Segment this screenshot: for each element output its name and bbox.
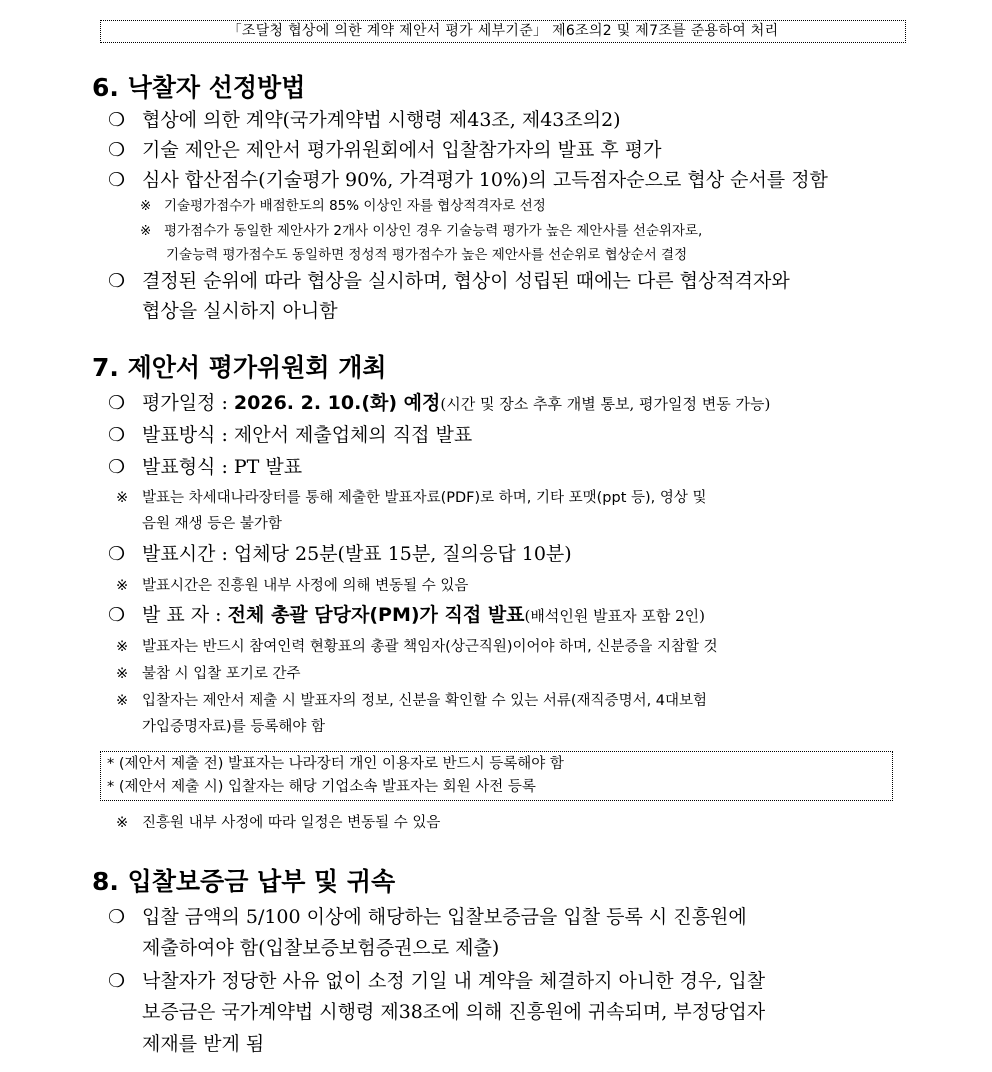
reference-note-box: 「조달청 협상에 의한 계약 제안서 평가 세부기준」 제6조의2 및 제7조를 준용하여 처리 (100, 20, 906, 43)
s7-time-text: 발표시간 : 업체당 25분(발표 15분, 질의응답 10분) (142, 543, 572, 565)
s7-format-note-text: 발표는 차세대나라장터를 통해 제출한 발표자료(PDF)로 하며, 기타 포맷(ppt 등), 영상 및 (142, 490, 707, 506)
bullet-icon: ❍ (108, 604, 126, 626)
s7-presenter-note-1 (116, 636, 718, 658)
s8-item-2-cont-1: 보증금은 국가계약법 시행령 제38조에 의해 진흥원에 귀속되며, 부정당업자 (142, 1001, 766, 1023)
section-8-heading: 8. 입찰보증금 납부 및 귀속 (92, 867, 396, 896)
s6-item-3 (108, 167, 828, 193)
s8-item-1 (108, 904, 747, 930)
s7-format (108, 454, 302, 480)
s7-presenter-note-1-text: 발표자는 반드시 참여인력 현황표의 총괄 책임자(상근직원)이어야 하며, 신분증을 지참할 것 (142, 639, 718, 655)
s7-schedule-value: 2026. 2. 10.(화) 예정 (233, 392, 441, 414)
s7-presenter-note-3-text: 입찰자는 제안서 제출 시 발표자의 정보, 신분을 확인할 수 있는 서류(재직증명서, 4대보험 (142, 693, 708, 709)
s6-note-1-text: 기술평가점수가 배점한도의 85% 이상인 자를 협상적격자로 선정 (164, 198, 546, 214)
note-mark-icon: ※ (116, 490, 129, 506)
registration-note-line-1: * (제안서 제출 전) 발표자는 나라장터 개인 이용자로 반드시 등록해야 함 (107, 756, 564, 772)
s7-presenter-note-2-text: 불참 시 입찰 포기로 간주 (142, 666, 301, 682)
s7-schedule (108, 390, 770, 417)
s7-method-text: 발표방식 : 제안서 제출업체의 직접 발표 (142, 424, 473, 446)
s7-time-note (116, 575, 468, 597)
s8-item-2-cont-2: 제재를 받게 됨 (142, 1033, 265, 1055)
s8-item-2 (108, 968, 765, 994)
s8-item-1-text: 입찰 금액의 5/100 이상에 해당하는 입찰보증금을 입찰 등록 시 진흥원에 (142, 906, 747, 928)
note-mark-icon: ※ (140, 198, 152, 214)
s7-presenter-note-3 (116, 690, 707, 712)
s7-time (108, 541, 572, 567)
s7-final-note (116, 812, 440, 834)
s7-presenter-note: (배석인원 발표자 포함 2인) (524, 607, 705, 625)
note-mark-icon: ※ (140, 223, 152, 239)
s7-presenter (108, 602, 705, 629)
s6-note-2-text: 평가점수가 동일한 제안사가 2개사 이상인 경우 기술능력 평가가 높은 제안사를 선순위자로, (164, 223, 703, 239)
section-7-heading: 7. 제안서 평가위원회 개최 (92, 353, 387, 382)
s8-item-1-cont: 제출하여야 함(입찰보증보험증권으로 제출) (142, 937, 500, 959)
s8-item-2-text: 낙찰자가 정당한 사유 없이 소정 기일 내 계약을 체결하지 아니한 경우, 입찰 (142, 970, 766, 992)
s7-presenter-value: 전체 총괄 담당자(PM)가 직접 발표 (227, 604, 525, 626)
registration-note-box (100, 751, 893, 801)
note-mark-icon: ※ (116, 578, 129, 594)
s6-item-4 (108, 268, 790, 294)
note-mark-icon: ※ (116, 639, 129, 655)
bullet-icon: ❍ (108, 139, 126, 161)
s7-format-note (116, 487, 707, 509)
s6-item-1-text: 협상에 의한 계약(국가계약법 시행령 제43조, 제43조의2) (142, 109, 621, 131)
s6-item-4-cont: 협상을 실시하지 아니함 (142, 300, 338, 322)
s7-presenter-note-2 (116, 663, 301, 685)
s7-format-note-cont: 음원 재생 등은 불가함 (142, 516, 282, 532)
s7-presenter-label: 발 표 자 : (142, 604, 228, 626)
s7-method (108, 422, 472, 448)
s6-item-2 (108, 137, 661, 163)
bullet-icon: ❍ (108, 543, 126, 565)
note-mark-icon: ※ (116, 666, 129, 682)
s6-item-1 (108, 107, 621, 133)
s7-final-note-text: 진흥원 내부 사정에 따라 일정은 변동될 수 있음 (142, 815, 441, 831)
note-mark-icon: ※ (116, 693, 129, 709)
s6-note-2 (140, 220, 702, 242)
bullet-icon: ❍ (108, 424, 126, 446)
s7-schedule-note: (시간 및 장소 추후 개별 통보, 평가일정 변동 가능) (440, 395, 771, 413)
s6-note-2-cont: 기술능력 평가점수도 동일하면 정성적 평가점수가 높은 제안사를 선순위로 협상순서 결정 (166, 247, 688, 263)
registration-note-line-2: * (제안서 제출 시) 입찰자는 해당 기업소속 발표자는 회원 사전 등록 (107, 779, 536, 795)
bullet-icon: ❍ (108, 169, 126, 191)
section-6-heading: 6. 낙찰자 선정방법 (92, 73, 306, 102)
s6-item-3-text: 심사 합산점수(기술평가 90%, 가격평가 10%)의 고득점자순으로 협상 순서를 정함 (142, 169, 828, 191)
s7-schedule-label: 평가일정 : (142, 392, 234, 414)
bullet-icon: ❍ (108, 970, 126, 992)
s6-item-4-text: 결정된 순위에 따라 협상을 실시하며, 협상이 성립된 때에는 다른 협상적격자와 (142, 270, 790, 292)
s6-item-2-text: 기술 제안은 제안서 평가위원회에서 입찰참가자의 발표 후 평가 (142, 139, 662, 161)
s6-note-1 (140, 195, 546, 217)
bullet-icon: ❍ (108, 109, 126, 131)
s7-presenter-note-3-cont: 가입증명자료)를 등록해야 함 (142, 719, 325, 735)
note-mark-icon: ※ (116, 815, 129, 831)
s7-format-text: 발표형식 : PT 발표 (142, 456, 303, 478)
bullet-icon: ❍ (108, 906, 126, 928)
s7-time-note-text: 발표시간은 진흥원 내부 사정에 의해 변동될 수 있음 (142, 578, 469, 594)
bullet-icon: ❍ (108, 456, 126, 478)
bullet-icon: ❍ (108, 270, 126, 292)
bullet-icon: ❍ (108, 392, 126, 414)
